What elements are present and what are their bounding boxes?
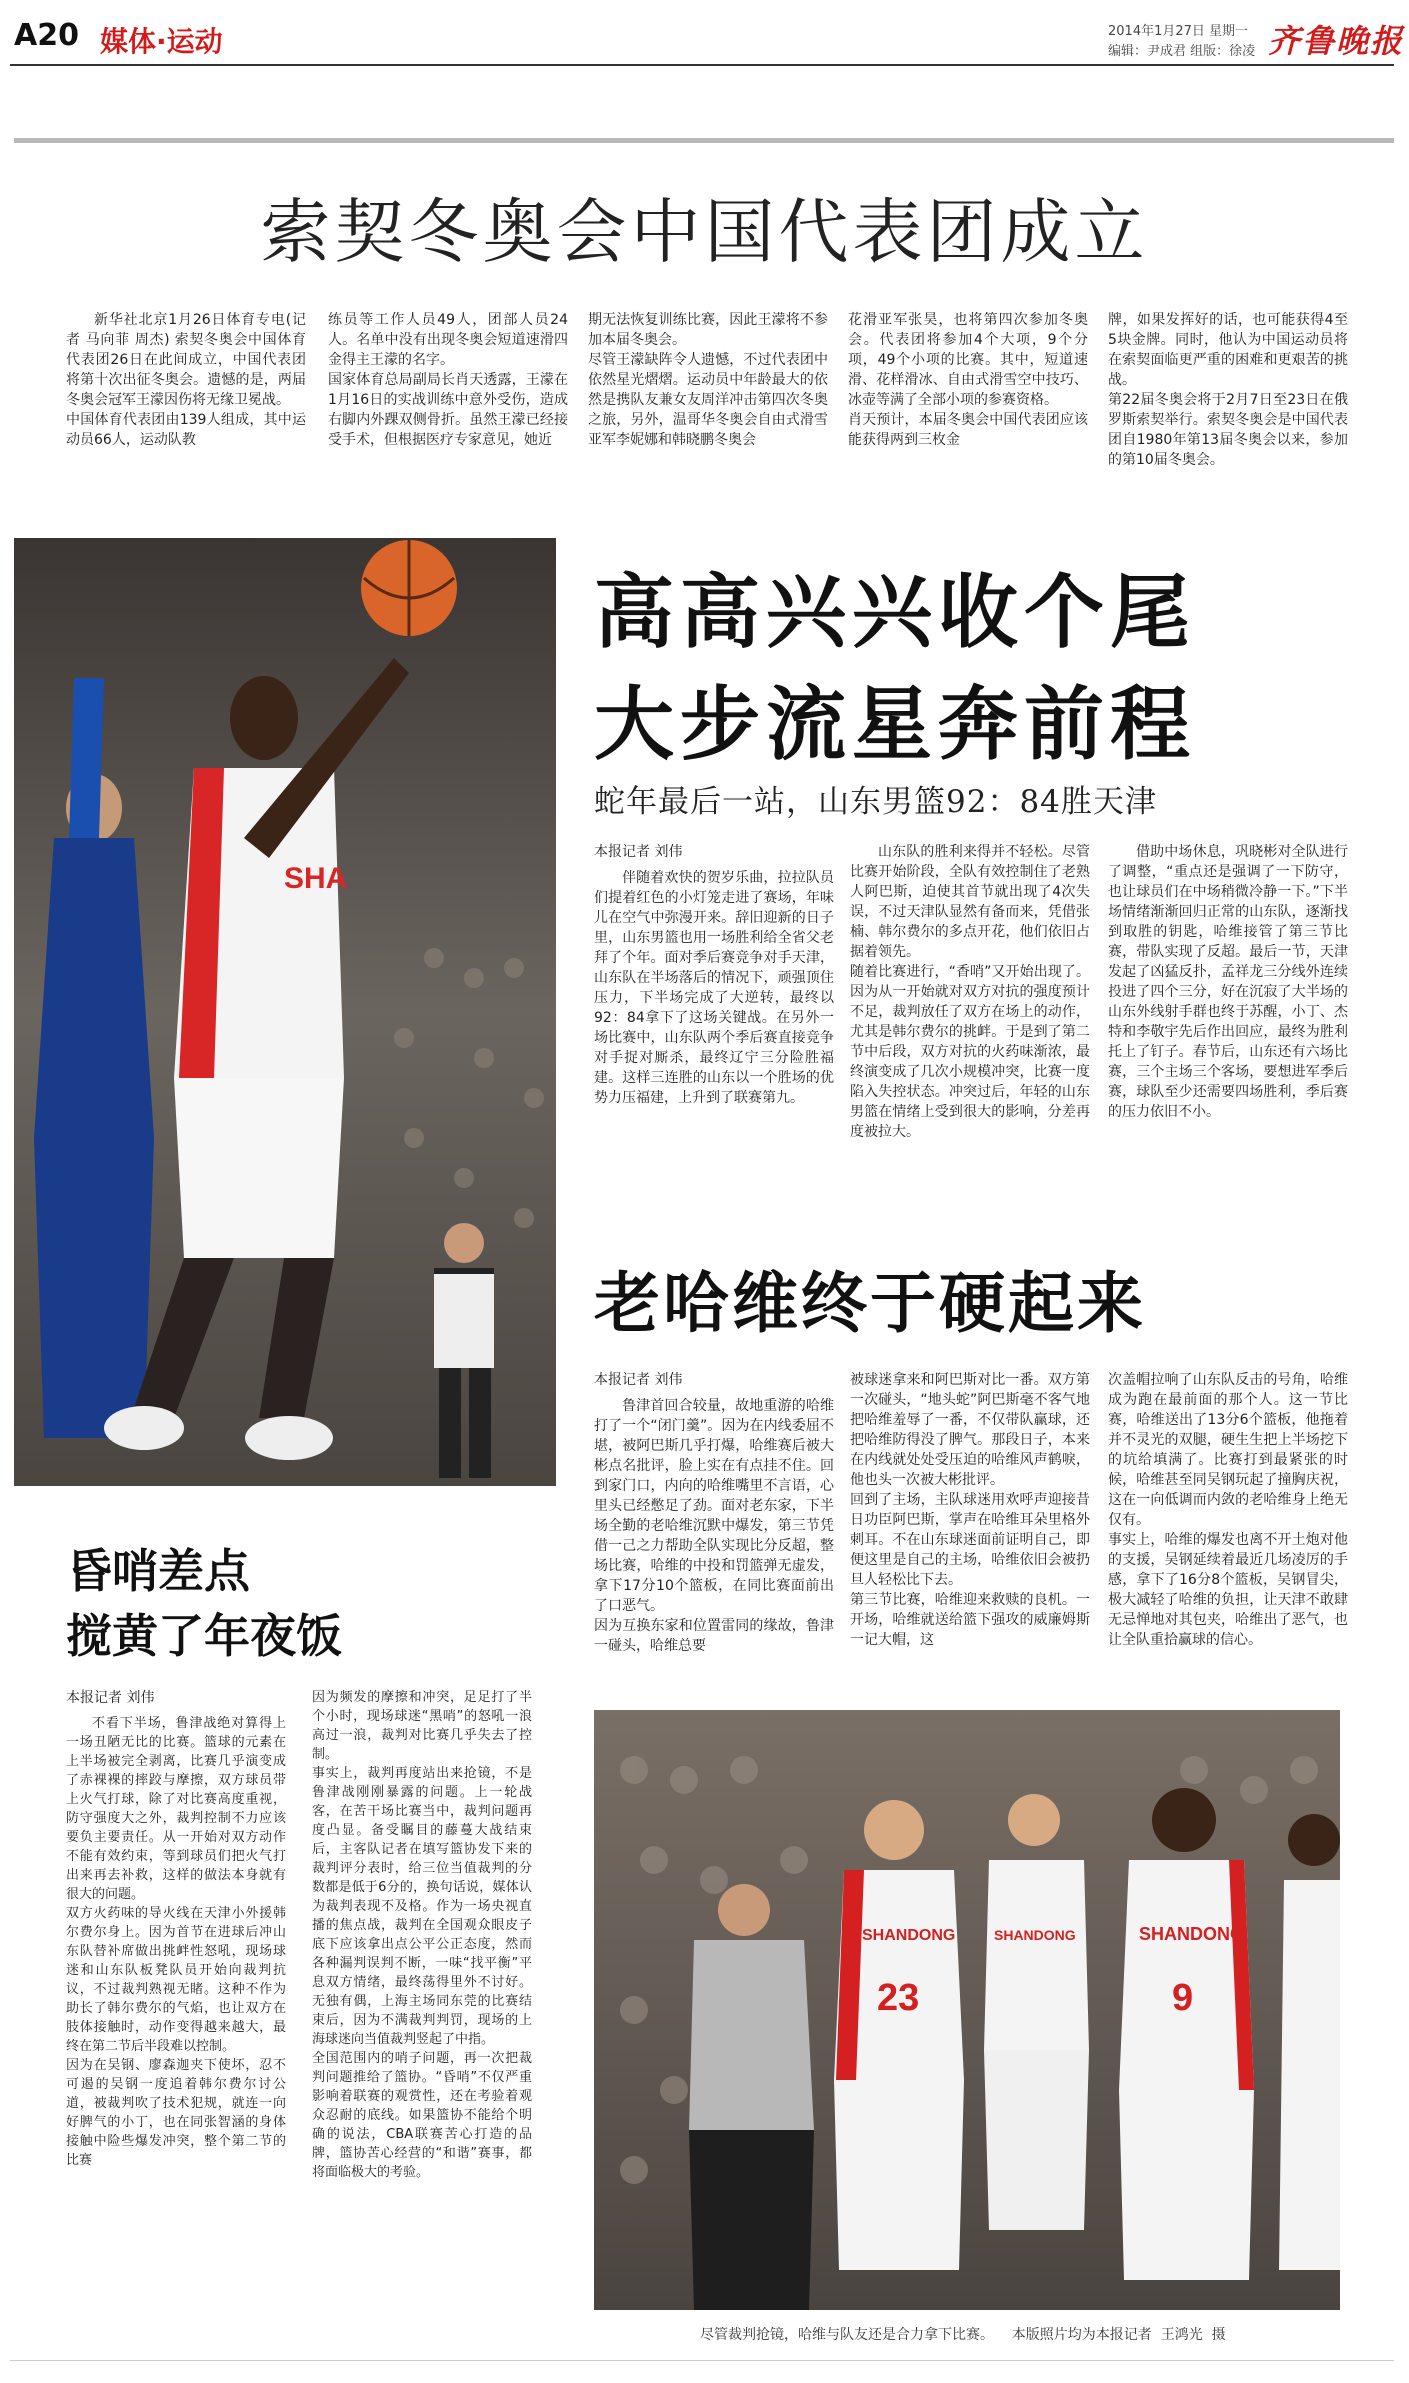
story4-headline-line2: 搅黄了年夜饭 bbox=[66, 1609, 342, 1663]
bottom-rule bbox=[10, 2360, 1394, 2361]
photo-players-caption: 尽管裁判抢镜，哈维与队友还是合力拿下比赛。 本版照片均为本报记者 王鸿光 摄 bbox=[700, 2327, 1226, 2343]
story1-col1 bbox=[66, 310, 306, 450]
story2-byline: 本报记者 刘伟 bbox=[594, 844, 683, 860]
date-line: 2014年1月27日 星期一 bbox=[1108, 24, 1249, 39]
story1-col3-text: 期无法恢复训练比赛，因此王濛将不参加本届冬奥会。 尽管王濛缺阵令人遗憾，不过代表团中依然星光熠熠。运动员中年龄最大的依然是携队友兼女友周洋冲击第四次冬奥之旅，另外，温哥华冬奥会自由式滑雪亚军李妮娜和韩晓鹏冬奥会 bbox=[588, 312, 828, 448]
photo-players bbox=[594, 1710, 1340, 2310]
photo-layup bbox=[14, 538, 556, 1486]
story4-col1-text: 不看下半场，鲁津战绝对算得上一场丑陋无比的比赛。篮球的元素在上半场被完全剥离，比赛几乎演变成了赤裸裸的摔跤与摩擦，双方球员带上火气打球，除了对比赛高度重视，防守强度大之外，裁判控制不力应该要负主要责任。从一开始对双方动作不能有效约束，等到球员们把火气打出来再去补救，这样的做法本身就有很大的问题。 双方火药味的导火线在天津小外援韩尔费尔身上。因为首节在进球后冲山东队替补席做出挑衅性怒吼，现场球迷和山东队板凳队员开始向裁判抗议，不过裁判熟视无睹。这种不作为助长了韩尔费尔的气焰，也让双方在肢体接触时，动作变得越来越大，最终在第二节后半段难以控制。 因为在吴钢、廖森迦夹下使坏，忍不可遏的吴钢一度追着韩尔费尔讨公道，被裁判吹了技术犯规，就连一向好脾气的小丁，也在同张智涵的身体接触中险些爆发冲突，整个第二节的比赛 bbox=[66, 1716, 286, 2168]
story2-col2-text: 山东队的胜利来得并不轻松。尽管比赛开始阶段，全队有效控制住了老熟人阿巴斯，迫使其首节就出现了4次失误，不过天津队显然有备而来，凭借张楠、韩尔费尔的多点开花，他们依旧占据着领先。 随着比赛进行，“香哨”又开始出现了。因为从一开始就对双方对抗的强度预计不足，裁判放任了双方在场上的动作，尤其是韩尔费尔的挑衅。于是到了第二节中后段，双方对抗的火药味渐浓，最终演变成了几次小规模冲突，比赛一度陷入失控状态。冲突过后，年轻的山东男篮在情绪上受到很大的影响，分差再度被拉大。 bbox=[850, 844, 1090, 1140]
story1-col2-text: 练员等工作人员49人，团部人员24人。名单中没有出现冬奥会短道速滑四金得主王濛的名字。 国家体育总局副局长肖天透露，王濛在1月16日的实战训练中意外受伤，造成右脚内外踝双侧骨折。虽然王濛已经接受手术，但根据医疗专家意见，她近 bbox=[328, 312, 568, 448]
story1-col4-text: 花滑亚军张昊，也将第四次参加冬奥会。代表团将参加4个大项，9个分项，49个小项的比赛。其中，短道速滑、花样滑冰、自由式滑雪空中技巧、冰壶等满了全部小项的参赛资格。 肖天预计，本届冬奥会中国代表团应该能获得两到三枚金 bbox=[848, 312, 1088, 448]
story1-headline: 索契冬奥会中国代表团成立 bbox=[260, 191, 1149, 273]
section-divider bbox=[14, 138, 1394, 143]
player2-number: 9 bbox=[1172, 1977, 1194, 2019]
story3-byline: 本报记者 刘伟 bbox=[594, 1372, 683, 1388]
editors-line: 编辑：尹成君 组版：徐凌 bbox=[1108, 44, 1256, 59]
story3-col2 bbox=[850, 1370, 1090, 1650]
story1-col5 bbox=[1108, 310, 1348, 470]
story3-col3 bbox=[1108, 1370, 1348, 1650]
section-label: 媒体·运动 bbox=[100, 25, 223, 58]
story4-byline: 本报记者 刘伟 bbox=[66, 1690, 155, 1706]
story1-col1-text: 新华社北京1月26日体育专电(记者 马向菲 周杰) 索契冬奥会中国体育代表团26日在此间成立，中国代表团将第十次出征冬奥会。遗憾的是，两届冬奥会冠军王濛因伤将无缘卫冕战。 中国体育代表团由139人组成，其中运动员66人，运动队教 bbox=[66, 312, 306, 448]
paper-logo: 齐鲁晚报 bbox=[1268, 22, 1405, 60]
story2-col3 bbox=[1108, 842, 1348, 1122]
page-number: A20 bbox=[14, 18, 79, 53]
story1-col2 bbox=[328, 310, 568, 450]
story3-col2-text: 被球迷拿来和阿巴斯对比一番。双方第一次碰头，“地头蛇”阿巴斯毫不客气地把哈维羞辱了一番，不仅带队赢球，还把哈维防得没了脾气。那段日子，本来在内线就处处受压迫的哈维风声鹤唳，他也头一次被大彬批评。 回到了主场，主队球迷用欢呼声迎接昔日功臣阿巴斯，掌声在哈维耳朵里格外刺耳。不在山东球迷面前证明自己，即便这里是自己的主场，哈维依旧会被扔旦人轻松比下去。 第三节比赛，哈维迎来救赎的良机。一开场，哈维就送给篮下强攻的威廉姆斯一记大帽，这 bbox=[850, 1372, 1090, 1648]
player2-jersey-text: SHANDONG bbox=[1139, 1924, 1245, 1944]
story2-col3-text: 借助中场休息，巩晓彬对全队进行了调整，“重点还是强调了一下防守，也让球员们在中场稍微冷静一下。”下半场情绪渐渐回归正常的山东队，逐渐找到取胜的钥匙，哈维接管了第三节比赛，带队实现了反超。最后一节，天津发起了凶猛反扑，孟祥龙三分线外连续投进了四个三分，好在沉寂了大半场的山东外线射手群也终于苏醒，小丁、杰特和李敬宇先后作出回应，最终为胜利托上了钉子。春节后，山东还有六场比赛，三个主场三个客场，要想进军季后赛，球队至少还需要四场胜利，季后赛的压力依旧不小。 bbox=[1108, 844, 1348, 1120]
masthead-rule bbox=[10, 64, 1394, 66]
story1-col3 bbox=[588, 310, 828, 450]
story4-col2-text: 因为频发的摩擦和冲突，足足打了半个小时，现场球迷“黑哨”的怒吼一浪高过一浪，裁判对比赛几乎失去了控制。 事实上，裁判再度站出来抢镜，不是鲁津战刚刚暴露的问题。上一轮战客，在苦干场比赛当中，裁判问题再度凸显。备受瞩目的藤蔓大战结束后，主客队记者在填写篮协发下来的裁判评分表时，给三位当值裁判的分数都是低于6分的，换句话说，媒体认为裁判表现不及格。作为一场央视直播的焦点战，裁判在全国观众眼皮子底下应该拿出点公平公正态度，然而各种漏判误判不断，一味“找平衡”平息双方情绪，最终荡得里外不讨好。无独有偶，上海主场同东莞的比赛结束后，因为不满裁判判罚，现场的上海球迷向当值裁判竖起了中指。 全国范围内的哨子问题，再一次把裁判问题推给了篮协。“昏哨”不仅严重影响着联赛的观赏性，还在考验着观众忍耐的底线。如果篮协不能给个明确的说法，CBA联赛苦心打造的品牌，篮协苦心经营的“和谐”赛事，都将面临极大的考验。 bbox=[312, 1690, 532, 2180]
story3-col1-text: 鲁津首回合较量，故地重游的哈维打了一个“闭门羹”。因为在内线委屈不堪，被阿巴斯几乎打爆，哈维赛后被大彬点名批评，脸上实在有点挂不住。回到家门口，内向的哈维嘴里不言语，心里头已经憋足了劲。面对老东家，下半场全勤的老哈维沉默中爆发，第三节凭借一己之力帮助全队实现比分反超，整场比赛，哈维的中投和罚篮弹无虚发，拿下17分10个篮板，在同比赛面前出了口恶气。 因为互换东家和位置雷同的缘故，鲁津一碰头，哈维总要 bbox=[594, 1398, 834, 1654]
player3-jersey-text: SHANDONG bbox=[994, 1927, 1076, 1943]
story4-col1 bbox=[66, 1688, 286, 2170]
story2-col1 bbox=[594, 842, 834, 1108]
player1-number: 23 bbox=[877, 1977, 920, 2019]
masthead bbox=[0, 0, 1409, 70]
photo-layup-illustration bbox=[14, 538, 556, 1486]
photo-players-illustration bbox=[594, 1710, 1340, 2310]
story3-headline: 老哈维终于硬起来 bbox=[594, 1264, 1146, 1342]
story3-col3-text: 次盖帽拉响了山东队反击的号角，哈维成为跑在最前面的那个人。这一节比赛，哈维送出了13分6个篮板，他拖着并不灵光的双腿，硬生生把上半场挖下的坑给填满了。比赛打到最紧张的时候，哈维甚至同吴钢玩起了撞胸庆祝，这在一向低调而内敛的老哈维身上绝无仅有。 事实上，哈维的爆发也离不开土炮对他的支援，吴钢延续着最近几场凌厉的手感，拿下了16分8个篮板，吴钢冒尖，极大减轻了哈维的负担，让天津不敢肆无忌惮地对其包夹，哈维出了恶气，也让全队重拾赢球的信心。 bbox=[1108, 1372, 1348, 1648]
story2-headline-line2: 大步流星奔前程 bbox=[594, 677, 1196, 771]
story2-headline-line1: 高高兴兴收个尾 bbox=[594, 565, 1196, 659]
story3-col1 bbox=[594, 1370, 834, 1656]
story2-subhead: 蛇年最后一站，山东男篮92：84胜天津 bbox=[594, 784, 1157, 820]
story2-col2 bbox=[850, 842, 1090, 1142]
photo-layup-jersey: SHA bbox=[284, 862, 348, 895]
story1-col4 bbox=[848, 310, 1088, 450]
story2-col1-text: 伴随着欢快的贺岁乐曲，拉拉队员们提着红色的小灯笼走进了赛场，年味儿在空气中弥漫开来。辞旧迎新的日子里，山东男篮也用一场胜利给全省父老拜了个年。面对季后赛竞争对手天津，山东队在半场落后的情况下，顽强顶住压力，下半场完成了大逆转，最终以92：84拿下了这场关键战。在另外一场比赛中，山东队两个季后赛直接竞争对手捉对厮杀，最终辽宁三分险胜福建。这样三连胜的山东以一个胜场的优势力压福建，上升到了联赛第九。 bbox=[594, 870, 834, 1106]
story1-col5-text: 牌，如果发挥好的话，也可能获得4至5块金牌。同时，他认为中国运动员将在索契面临更严重的困难和更艰苦的挑战。 第22届冬奥会将于2月7日至23日在俄罗斯索契举行。索契冬奥会是中国代表团自1980年第13届冬奥会以来，参加的第10届冬奥会。 bbox=[1108, 312, 1348, 468]
player1-jersey-text: SHANDONG bbox=[862, 1927, 956, 1944]
story4-col2 bbox=[312, 1688, 532, 2182]
story4-headline-line1: 昏哨差点 bbox=[66, 1544, 250, 1598]
